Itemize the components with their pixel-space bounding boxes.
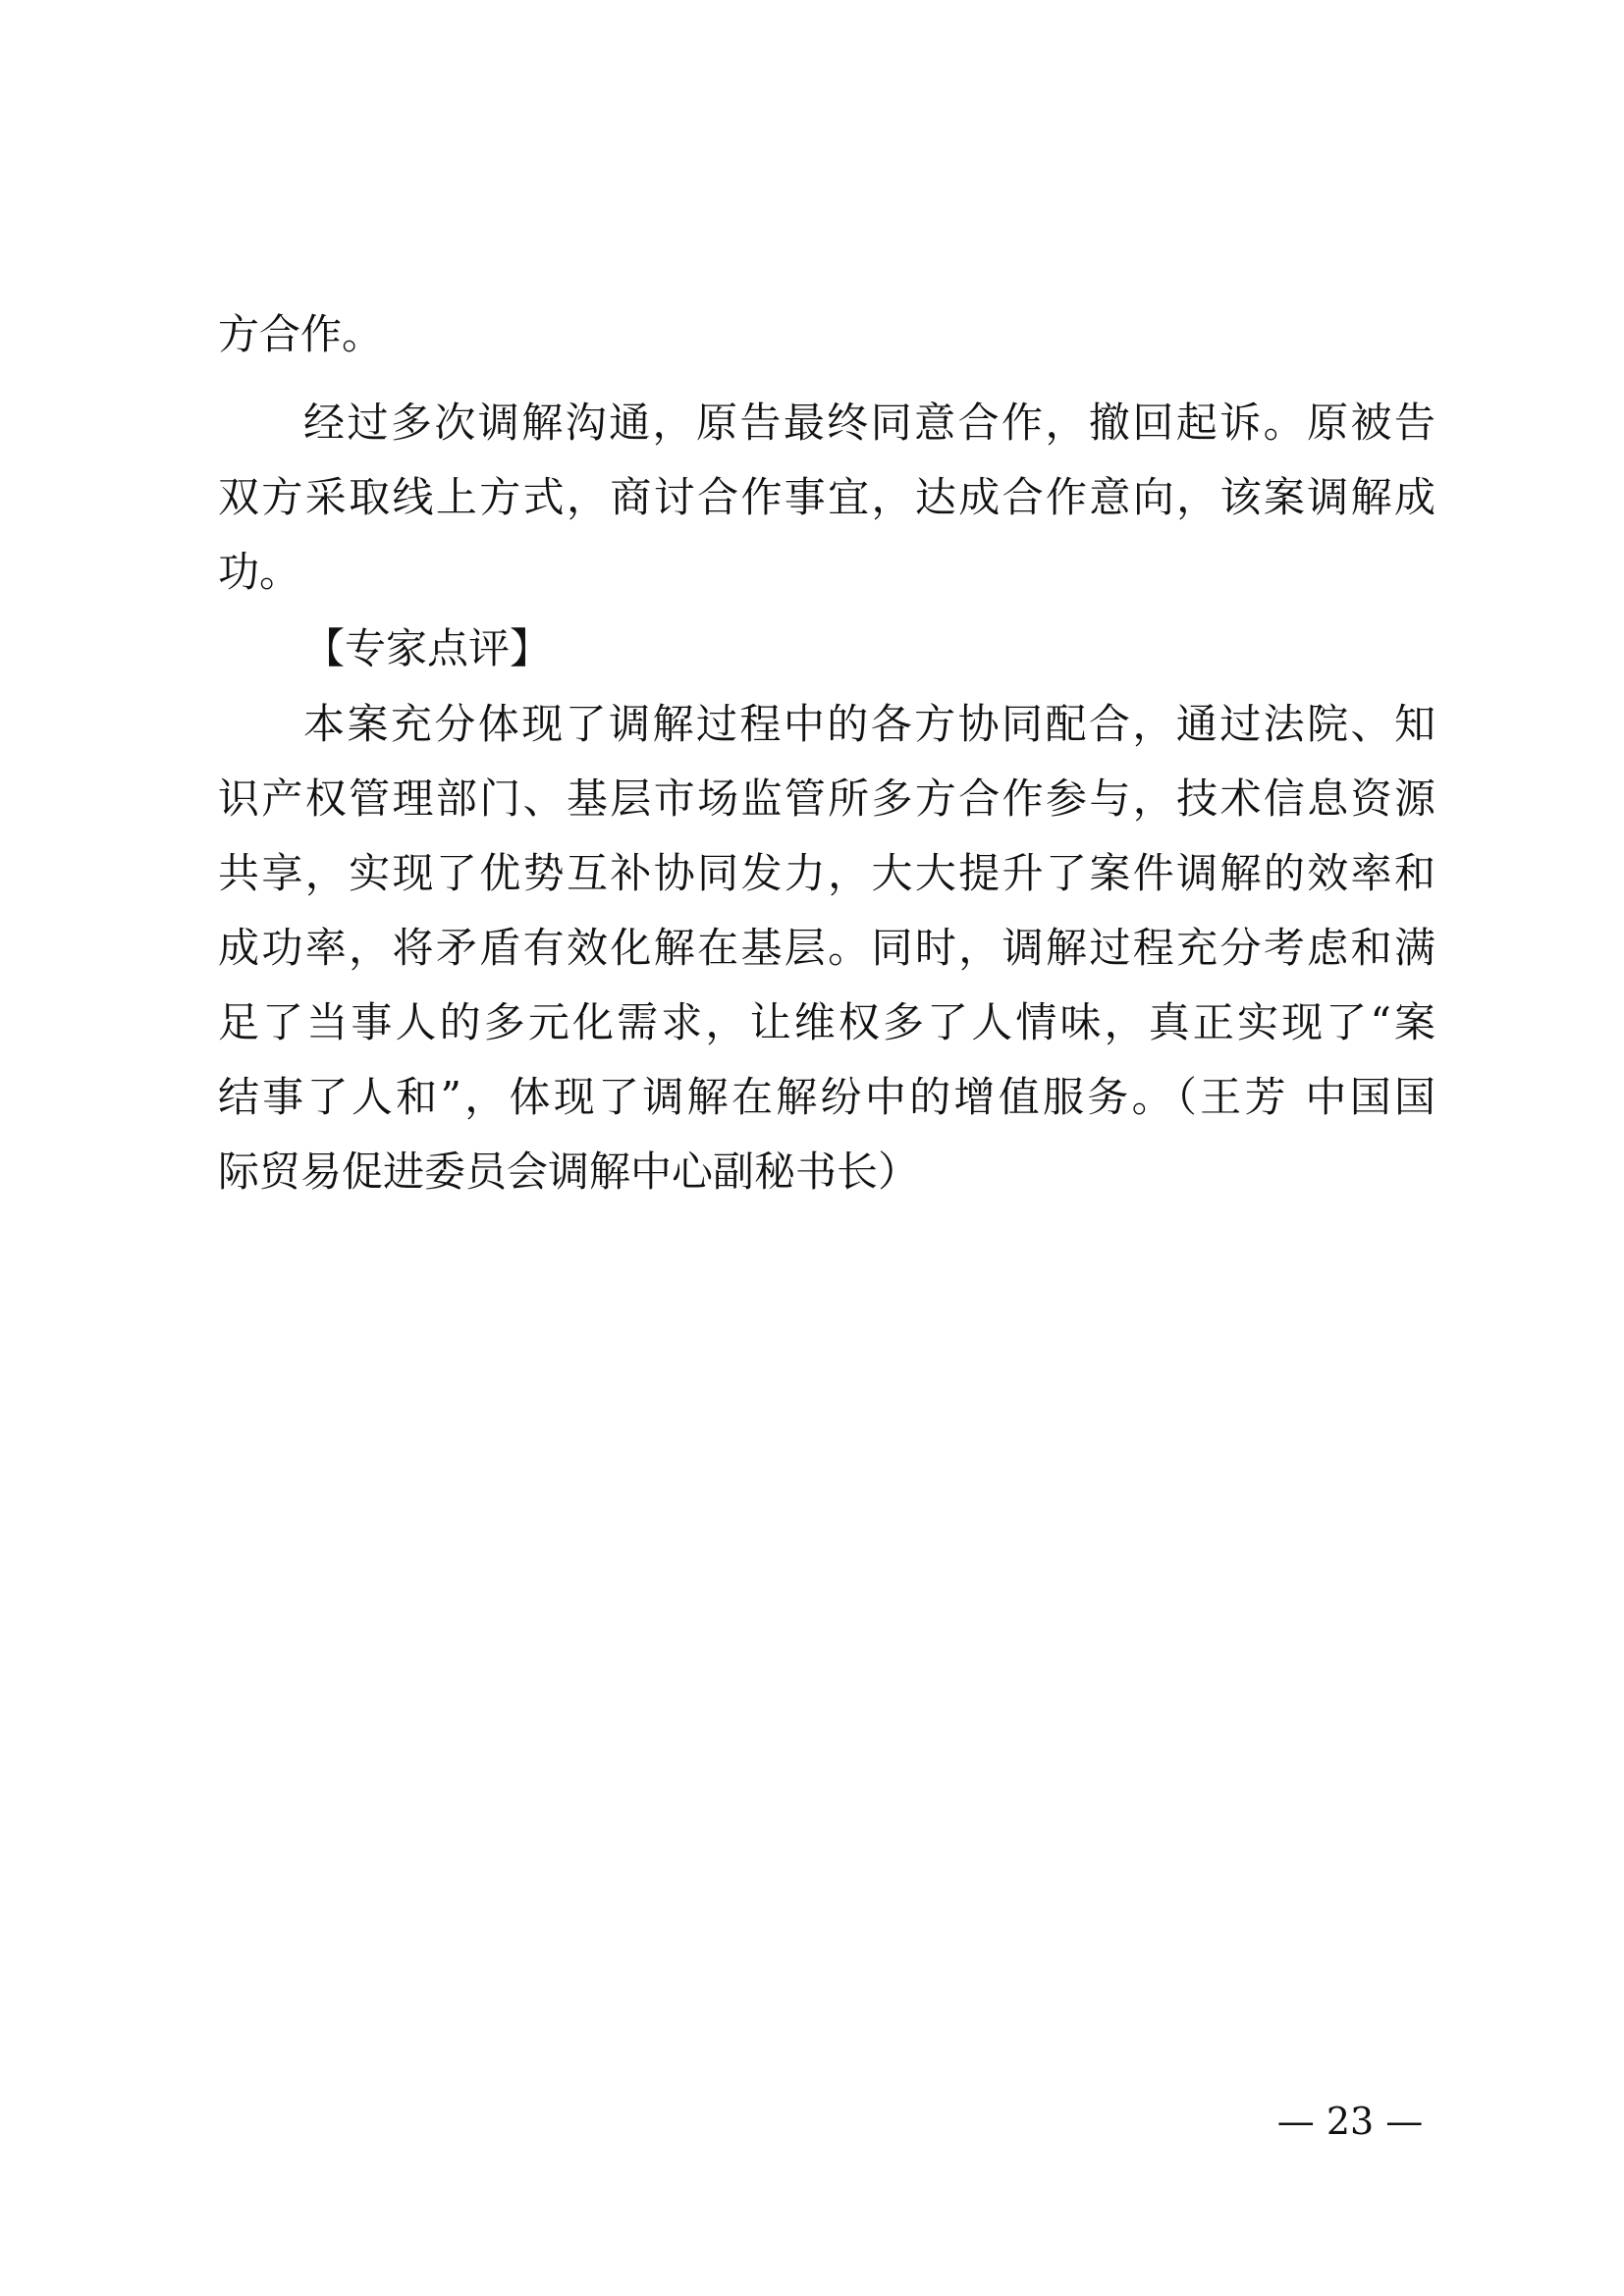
expert-comment-line-1: 本案充分体现了调解过程中的各方协同配合，通过法院、知: [303, 700, 1435, 748]
paragraph-continuation-line: 方合作。: [218, 310, 384, 358]
page-number: — 23 —: [1276, 2100, 1424, 2143]
expert-comment-line-6: 结事了人和”，体现了调解在解纷中的增值服务。（王芳 中国国: [218, 1073, 1435, 1121]
paragraph-mediation-line-2: 双方采取线上方式，商讨合作事宜，达成合作意向，该案调解成: [218, 473, 1435, 521]
expert-comment-line-7: 际贸易促进委员会调解中心副秘书长）: [218, 1148, 920, 1196]
paragraph-mediation-line-3: 功。: [218, 548, 301, 596]
expert-comment-line-4: 成功率，将矛盾有效化解在基层。同时，调解过程充分考虑和满: [218, 924, 1435, 972]
expert-comment-line-2: 识产权管理部门、基层市场监管所多方合作参与，技术信息资源: [218, 774, 1435, 823]
expert-comment-heading: 【专家点评】: [303, 624, 552, 672]
expert-comment-line-3: 共享，实现了优势互补协同发力，大大提升了案件调解的效率和: [218, 849, 1435, 897]
expert-comment-line-5: 足了当事人的多元化需求，让维权多了人情味，真正实现了“案: [218, 998, 1435, 1046]
paragraph-mediation-line-1: 经过多次调解沟通，原告最终同意合作，撤回起诉。原被告: [303, 399, 1435, 447]
